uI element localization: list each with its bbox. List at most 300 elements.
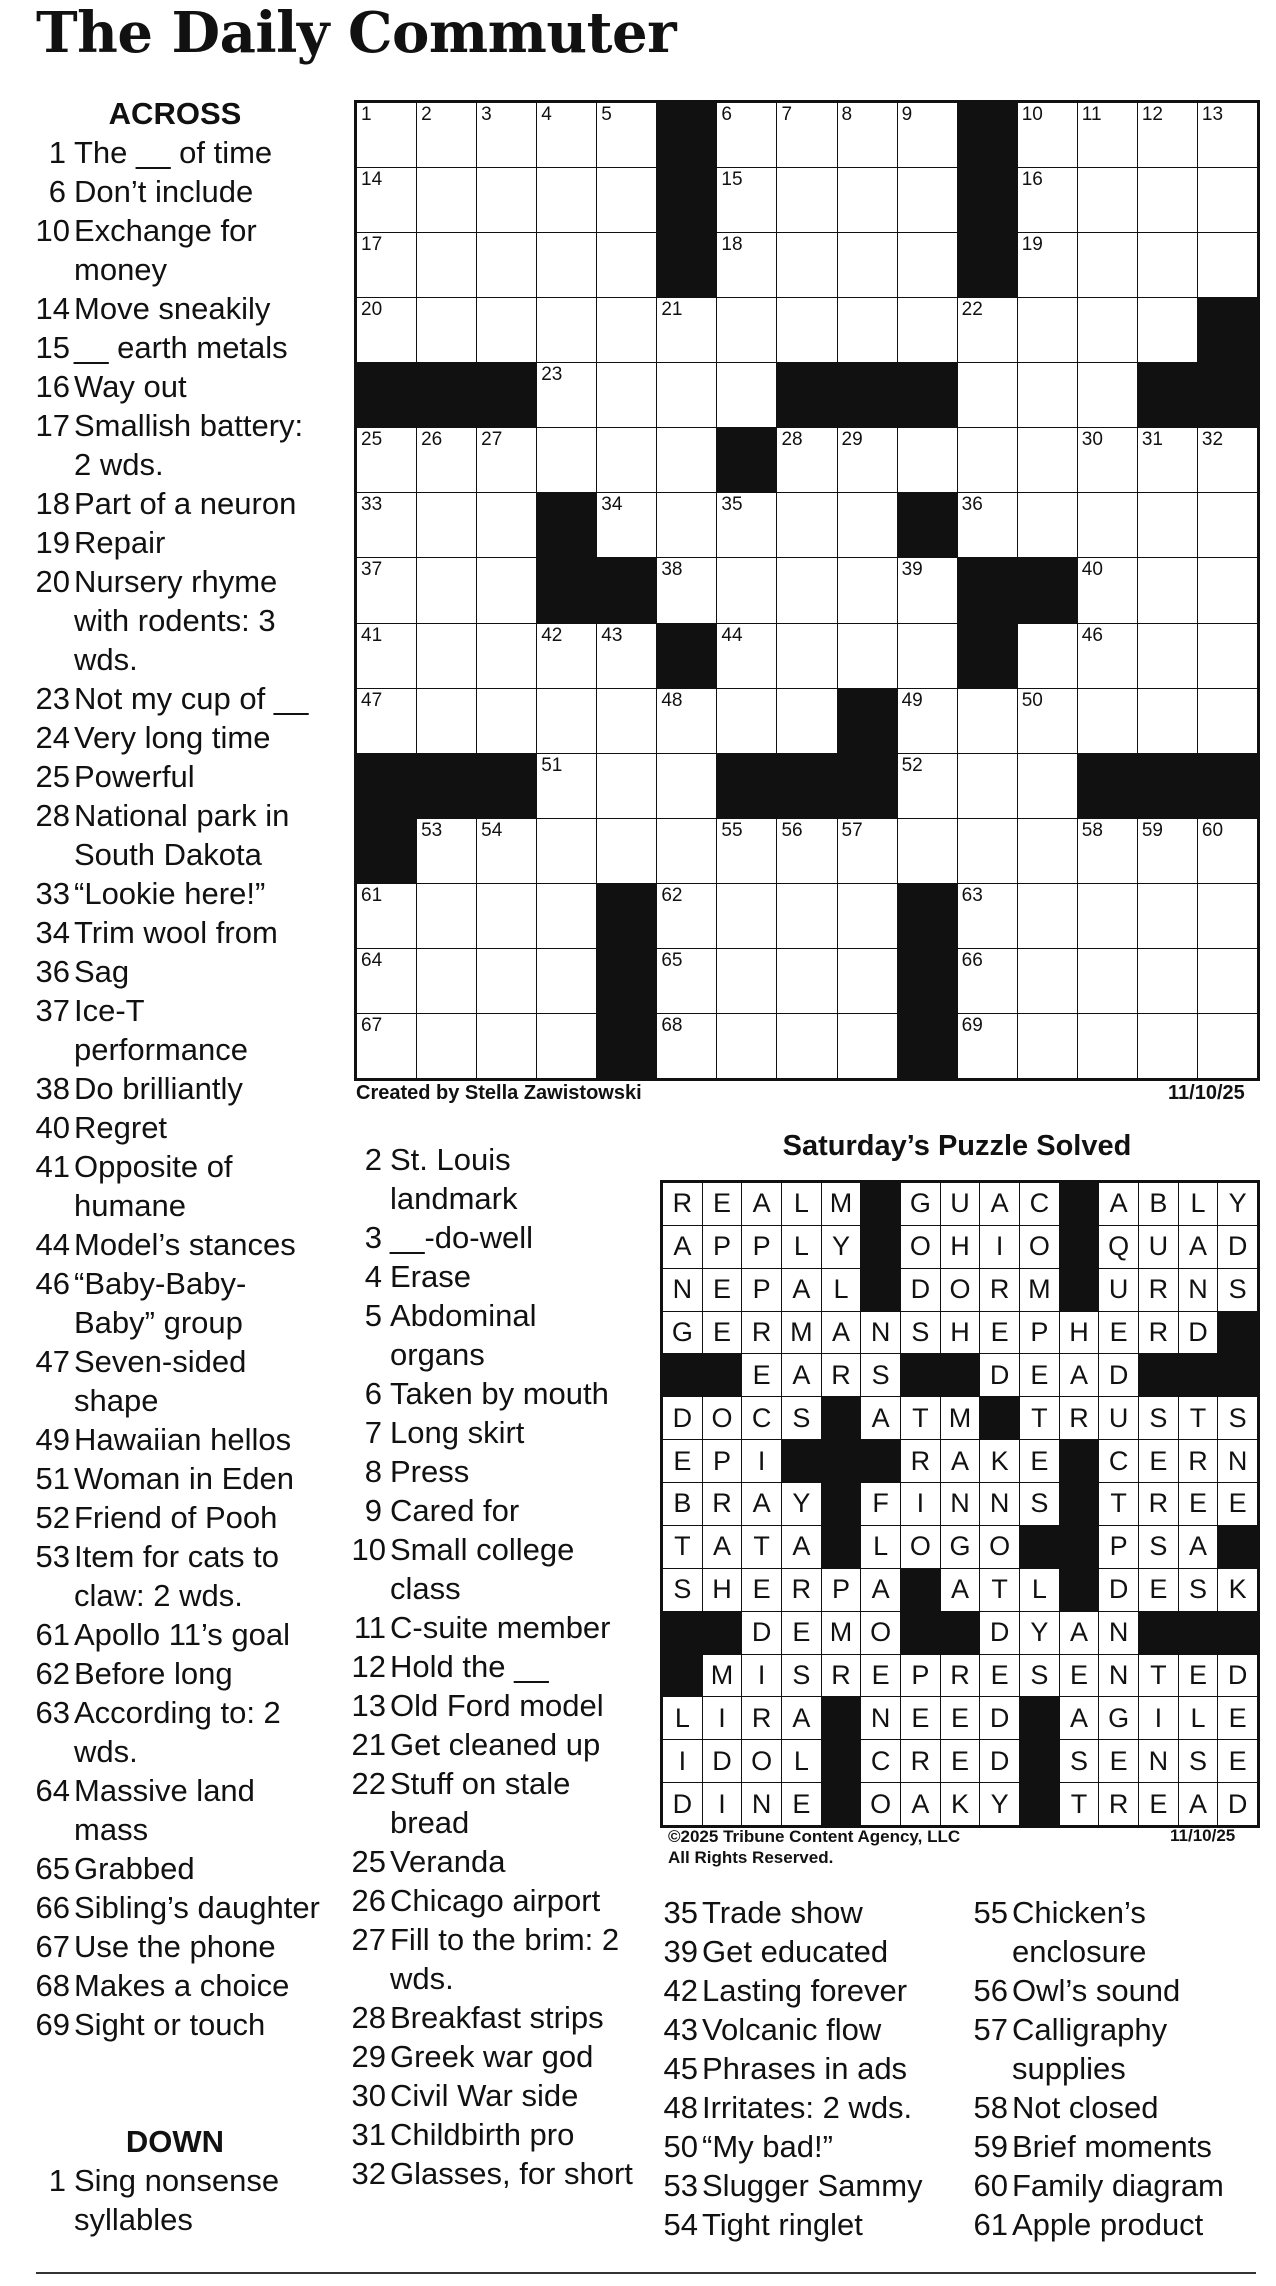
grid-square[interactable] <box>958 689 1017 753</box>
grid-square[interactable] <box>898 819 957 883</box>
crossword-grid[interactable] <box>354 100 1260 1081</box>
clue-item[interactable] <box>346 2037 636 2076</box>
clue-item[interactable] <box>30 1342 320 1420</box>
grid-square[interactable] <box>477 624 536 688</box>
solution-letter: E <box>1179 1483 1218 1525</box>
clue-item[interactable] <box>346 1374 636 1413</box>
clue-item[interactable] <box>346 1725 636 1764</box>
grid-square[interactable] <box>357 624 416 688</box>
grid-square[interactable] <box>597 168 656 232</box>
solution-letter: A <box>703 1526 742 1568</box>
grid-square[interactable] <box>537 363 596 427</box>
grid-square[interactable] <box>477 168 536 232</box>
grid-square[interactable] <box>838 103 897 167</box>
grid-square[interactable] <box>357 168 416 232</box>
grid-square[interactable] <box>1198 624 1257 688</box>
clue-item[interactable] <box>346 1218 636 1257</box>
clue-item[interactable] <box>346 1881 636 1920</box>
clue-item[interactable] <box>30 679 320 718</box>
grid-square[interactable] <box>1078 233 1137 297</box>
clue-item[interactable] <box>30 1654 320 1693</box>
clue-text: “Baby-Baby-Baby” group <box>74 1266 247 1340</box>
grid-square[interactable] <box>777 689 836 753</box>
grid-square[interactable] <box>1138 168 1197 232</box>
grid-square[interactable] <box>1138 103 1197 167</box>
grid-square[interactable] <box>537 168 596 232</box>
clue-item[interactable] <box>346 1140 636 1218</box>
clue-item[interactable] <box>30 718 320 757</box>
clue-item[interactable] <box>346 1998 636 2037</box>
clue-item[interactable] <box>968 2166 1268 2205</box>
grid-square[interactable] <box>1018 624 1077 688</box>
solution-black-square <box>703 1354 742 1396</box>
square-number: 29 <box>841 429 863 451</box>
black-square <box>357 754 416 818</box>
grid-square[interactable] <box>537 1014 596 1078</box>
grid-square[interactable] <box>537 884 596 948</box>
grid-square[interactable] <box>417 624 476 688</box>
grid-square[interactable] <box>597 103 656 167</box>
grid-square[interactable] <box>1078 493 1137 557</box>
grid-square[interactable] <box>657 884 716 948</box>
grid-square[interactable] <box>898 103 957 167</box>
solution-black-square <box>901 1612 940 1654</box>
grid-square[interactable] <box>838 884 897 948</box>
grid-square[interactable] <box>1078 884 1137 948</box>
grid-square[interactable] <box>657 428 716 492</box>
grid-square[interactable] <box>357 298 416 362</box>
grid-square[interactable] <box>357 949 416 1013</box>
grid-square[interactable] <box>958 298 1017 362</box>
grid-square[interactable] <box>1198 103 1257 167</box>
grid-square[interactable] <box>477 1014 536 1078</box>
clue-item[interactable] <box>346 1530 636 1608</box>
solution-black-square <box>1139 1354 1178 1396</box>
grid-square[interactable] <box>898 754 957 818</box>
grid-square[interactable] <box>958 884 1017 948</box>
clue-item[interactable] <box>658 2205 958 2244</box>
grid-square[interactable] <box>657 754 716 818</box>
grid-square[interactable] <box>1198 689 1257 753</box>
grid-square[interactable] <box>657 558 716 622</box>
clue-item[interactable] <box>30 796 320 874</box>
clue-item[interactable] <box>346 1296 636 1374</box>
grid-square[interactable] <box>1138 1014 1197 1078</box>
clue-item[interactable] <box>968 1971 1268 2010</box>
grid-square[interactable] <box>417 819 476 883</box>
clue-item[interactable] <box>968 2205 1268 2244</box>
solution-black-square <box>1020 1526 1059 1568</box>
grid-square[interactable] <box>417 103 476 167</box>
grid-square[interactable] <box>898 168 957 232</box>
grid-square[interactable] <box>717 298 776 362</box>
grid-square[interactable] <box>1018 168 1077 232</box>
grid-square[interactable] <box>417 558 476 622</box>
clue-item[interactable] <box>30 523 320 562</box>
grid-square[interactable] <box>958 949 1017 1013</box>
grid-square[interactable] <box>1078 624 1137 688</box>
grid-square[interactable] <box>838 558 897 622</box>
grid-square[interactable] <box>657 493 716 557</box>
grid-square[interactable] <box>1138 428 1197 492</box>
clue-text: Smallish battery: 2 wds. <box>74 408 304 482</box>
clue-item[interactable] <box>658 1932 958 1971</box>
clue-item[interactable] <box>30 1459 320 1498</box>
grid-square[interactable] <box>838 1014 897 1078</box>
solution-letter: H <box>941 1312 980 1354</box>
grid-square[interactable] <box>777 168 836 232</box>
clue-number: 9 <box>364 1493 382 1528</box>
grid-square[interactable] <box>717 624 776 688</box>
grid-square[interactable] <box>597 363 656 427</box>
grid-square[interactable] <box>898 298 957 362</box>
grid-square[interactable] <box>1018 819 1077 883</box>
grid-square[interactable] <box>838 298 897 362</box>
grid-square[interactable] <box>417 884 476 948</box>
grid-square[interactable] <box>1198 884 1257 948</box>
clue-item[interactable] <box>968 2127 1268 2166</box>
grid-square[interactable] <box>1198 168 1257 232</box>
clue-item[interactable] <box>346 1452 636 1491</box>
grid-square[interactable] <box>357 689 416 753</box>
grid-square[interactable] <box>717 819 776 883</box>
grid-square[interactable] <box>1138 233 1197 297</box>
clue-item[interactable] <box>30 1225 320 1264</box>
clue-item[interactable] <box>30 1147 320 1225</box>
clue-item[interactable] <box>30 1264 320 1342</box>
clue-item[interactable] <box>30 328 320 367</box>
grid-square[interactable] <box>717 884 776 948</box>
clue-item[interactable] <box>658 2010 958 2049</box>
solution-letter: A <box>1060 1612 1099 1654</box>
clue-item[interactable] <box>658 2049 958 2088</box>
grid-square[interactable] <box>717 168 776 232</box>
grid-square[interactable] <box>717 558 776 622</box>
rights-line: All Rights Reserved. <box>668 1848 834 1867</box>
clue-item[interactable] <box>346 1842 636 1881</box>
grid-square[interactable] <box>1018 428 1077 492</box>
clue-item[interactable] <box>30 289 320 328</box>
grid-square[interactable] <box>357 428 416 492</box>
clue-item[interactable] <box>30 874 320 913</box>
clue-item[interactable] <box>30 757 320 796</box>
grid-square[interactable] <box>1078 428 1137 492</box>
grid-square[interactable] <box>777 493 836 557</box>
clue-item[interactable] <box>30 1771 320 1849</box>
grid-square[interactable] <box>1018 363 1077 427</box>
grid-square[interactable] <box>777 884 836 948</box>
grid-square[interactable] <box>1078 949 1137 1013</box>
grid-square[interactable] <box>357 493 416 557</box>
grid-square[interactable] <box>717 103 776 167</box>
square-number: 1 <box>361 104 372 125</box>
grid-square[interactable] <box>417 493 476 557</box>
grid-square[interactable] <box>838 624 897 688</box>
grid-square[interactable] <box>1078 168 1137 232</box>
clue-item[interactable] <box>30 1537 320 1615</box>
solution-letter: O <box>861 1612 900 1654</box>
grid-square[interactable] <box>777 624 836 688</box>
grid-square[interactable] <box>958 1014 1017 1078</box>
grid-square[interactable] <box>777 103 836 167</box>
grid-square[interactable] <box>657 819 716 883</box>
clue-item[interactable] <box>658 2088 958 2127</box>
clue-text: Sight or touch <box>74 2007 266 2042</box>
grid-square[interactable] <box>838 819 897 883</box>
clue-number: 38 <box>35 1071 70 1106</box>
grid-square[interactable] <box>597 689 656 753</box>
grid-square[interactable] <box>958 819 1017 883</box>
grid-square[interactable] <box>417 168 476 232</box>
grid-square[interactable] <box>717 689 776 753</box>
clue-text: Chicken’s enclosure <box>1012 1895 1147 1969</box>
grid-square[interactable] <box>898 428 957 492</box>
grid-square[interactable] <box>417 428 476 492</box>
grid-square[interactable] <box>1018 949 1077 1013</box>
square-number: 63 <box>961 884 983 906</box>
clue-item[interactable] <box>30 1888 320 1927</box>
grid-square[interactable] <box>537 819 596 883</box>
grid-square[interactable] <box>1018 1014 1077 1078</box>
solution-letter: N <box>1179 1269 1218 1311</box>
clue-item[interactable] <box>30 952 320 991</box>
grid-square[interactable] <box>357 103 416 167</box>
clue-item[interactable] <box>30 133 320 172</box>
clue-item[interactable] <box>658 2127 958 2166</box>
grid-square[interactable] <box>657 949 716 1013</box>
solution-letter: E <box>1139 1569 1178 1611</box>
grid-square[interactable] <box>657 363 716 427</box>
clue-item[interactable] <box>346 1686 636 1725</box>
clue-text: Makes a choice <box>74 1968 290 2003</box>
grid-square[interactable] <box>477 493 536 557</box>
grid-square[interactable] <box>1018 493 1077 557</box>
grid-square[interactable] <box>597 754 656 818</box>
clue-item[interactable] <box>346 1257 636 1296</box>
grid-square[interactable] <box>417 233 476 297</box>
grid-square[interactable] <box>1078 103 1137 167</box>
grid-square[interactable] <box>777 428 836 492</box>
grid-square[interactable] <box>717 363 776 427</box>
clue-item[interactable] <box>30 1420 320 1459</box>
clue-item[interactable] <box>30 1966 320 2005</box>
solution-letter: P <box>901 1655 940 1697</box>
grid-square[interactable] <box>1018 298 1077 362</box>
grid-square[interactable] <box>537 233 596 297</box>
grid-square[interactable] <box>477 949 536 1013</box>
grid-square[interactable] <box>1018 233 1077 297</box>
grid-square[interactable] <box>597 493 656 557</box>
clue-item[interactable] <box>30 1069 320 1108</box>
grid-square[interactable] <box>777 949 836 1013</box>
black-square <box>537 558 596 622</box>
grid-square[interactable] <box>1078 558 1137 622</box>
grid-square[interactable] <box>1198 819 1257 883</box>
grid-square[interactable] <box>1138 493 1197 557</box>
solution-letter: D <box>1218 1783 1257 1825</box>
grid-square[interactable] <box>1198 233 1257 297</box>
grid-square[interactable] <box>1198 949 1257 1013</box>
clue-item[interactable] <box>30 1108 320 1147</box>
grid-square[interactable] <box>898 558 957 622</box>
solution-black-square <box>822 1526 861 1568</box>
grid-square[interactable] <box>958 428 1017 492</box>
clue-number: 28 <box>35 798 70 833</box>
clue-item[interactable] <box>346 2115 636 2154</box>
grid-square[interactable] <box>417 1014 476 1078</box>
grid-square[interactable] <box>537 624 596 688</box>
clue-item[interactable] <box>346 2154 636 2193</box>
grid-square[interactable] <box>477 298 536 362</box>
clue-item[interactable] <box>30 991 320 1069</box>
grid-square[interactable] <box>477 233 536 297</box>
grid-square[interactable] <box>777 819 836 883</box>
grid-square[interactable] <box>838 168 897 232</box>
grid-square[interactable] <box>657 689 716 753</box>
clue-item[interactable] <box>658 2166 958 2205</box>
grid-square[interactable] <box>717 1014 776 1078</box>
solution-letter: L <box>782 1226 821 1268</box>
grid-square[interactable] <box>357 558 416 622</box>
clue-item[interactable] <box>30 172 320 211</box>
grid-square[interactable] <box>417 949 476 1013</box>
grid-square[interactable] <box>417 298 476 362</box>
grid-square[interactable] <box>717 949 776 1013</box>
grid-square[interactable] <box>1078 1014 1137 1078</box>
grid-square[interactable] <box>1138 884 1197 948</box>
clue-item[interactable] <box>30 2161 320 2239</box>
clue-item[interactable] <box>346 1764 636 1842</box>
grid-square[interactable] <box>1198 558 1257 622</box>
grid-square[interactable] <box>1138 819 1197 883</box>
grid-square[interactable] <box>1018 689 1077 753</box>
grid-square[interactable] <box>657 1014 716 1078</box>
clue-item[interactable] <box>30 367 320 406</box>
grid-square[interactable] <box>357 233 416 297</box>
clue-item[interactable] <box>658 1971 958 2010</box>
grid-square[interactable] <box>838 233 897 297</box>
grid-square[interactable] <box>537 428 596 492</box>
grid-square[interactable] <box>597 624 656 688</box>
clue-item[interactable] <box>30 1615 320 1654</box>
clue-number: 44 <box>35 1227 70 1262</box>
clue-item[interactable] <box>30 1693 320 1771</box>
down-clue-list-2 <box>346 1140 636 2193</box>
clue-item[interactable] <box>30 1927 320 1966</box>
clue-item[interactable] <box>30 1849 320 1888</box>
grid-square[interactable] <box>1138 949 1197 1013</box>
grid-square[interactable] <box>1018 884 1077 948</box>
grid-square[interactable] <box>717 233 776 297</box>
clue-item[interactable] <box>30 562 320 679</box>
grid-square[interactable] <box>958 363 1017 427</box>
clue-item[interactable] <box>346 1491 636 1530</box>
grid-square[interactable] <box>838 949 897 1013</box>
grid-square[interactable] <box>777 558 836 622</box>
grid-square[interactable] <box>1198 493 1257 557</box>
clue-item[interactable] <box>30 406 320 484</box>
grid-square[interactable] <box>1198 1014 1257 1078</box>
clue-item[interactable] <box>346 1920 636 1998</box>
grid-square[interactable] <box>597 428 656 492</box>
clue-item[interactable] <box>658 1893 958 1932</box>
grid-square[interactable] <box>958 493 1017 557</box>
square-number: 39 <box>901 559 923 581</box>
clue-item[interactable] <box>30 1498 320 1537</box>
clue-item[interactable] <box>968 1893 1268 1971</box>
grid-square[interactable] <box>898 233 957 297</box>
solution-black-square <box>980 1397 1019 1439</box>
grid-square[interactable] <box>958 754 1017 818</box>
clue-item[interactable] <box>30 211 320 289</box>
grid-square[interactable] <box>657 298 716 362</box>
grid-square[interactable] <box>1078 298 1137 362</box>
grid-square[interactable] <box>777 1014 836 1078</box>
grid-square[interactable] <box>477 428 536 492</box>
grid-square[interactable] <box>537 298 596 362</box>
grid-square[interactable] <box>537 103 596 167</box>
clue-item[interactable] <box>346 1647 636 1686</box>
grid-square[interactable] <box>1138 558 1197 622</box>
grid-square[interactable] <box>1078 689 1137 753</box>
grid-square[interactable] <box>597 819 656 883</box>
clue-item[interactable] <box>968 2088 1268 2127</box>
grid-square[interactable] <box>1198 428 1257 492</box>
clue-item[interactable] <box>346 1608 636 1647</box>
solution-letter: O <box>861 1783 900 1825</box>
grid-square[interactable] <box>1018 103 1077 167</box>
grid-square[interactable] <box>477 103 536 167</box>
clue-item[interactable] <box>30 2005 320 2044</box>
grid-square[interactable] <box>417 689 476 753</box>
solution-letter: E <box>703 1269 742 1311</box>
grid-square[interactable] <box>1138 624 1197 688</box>
grid-square[interactable] <box>1018 754 1077 818</box>
grid-square[interactable] <box>357 884 416 948</box>
grid-square[interactable] <box>1078 819 1137 883</box>
grid-square[interactable] <box>777 298 836 362</box>
grid-square[interactable] <box>477 689 536 753</box>
clue-item[interactable] <box>30 484 320 523</box>
grid-square[interactable] <box>597 298 656 362</box>
grid-square[interactable] <box>838 493 897 557</box>
grid-square[interactable] <box>537 949 596 1013</box>
grid-square[interactable] <box>1138 298 1197 362</box>
clue-item[interactable] <box>968 2010 1268 2088</box>
black-square <box>1138 363 1197 427</box>
grid-square[interactable] <box>1138 689 1197 753</box>
grid-square[interactable] <box>597 233 656 297</box>
grid-square[interactable] <box>537 754 596 818</box>
grid-square[interactable] <box>1078 363 1137 427</box>
grid-square[interactable] <box>898 624 957 688</box>
grid-square[interactable] <box>838 428 897 492</box>
grid-square[interactable] <box>477 819 536 883</box>
clue-item[interactable] <box>30 913 320 952</box>
grid-square[interactable] <box>777 233 836 297</box>
clue-item[interactable] <box>346 2076 636 2115</box>
grid-square[interactable] <box>717 493 776 557</box>
copyright-notice <box>668 1826 960 1868</box>
grid-square[interactable] <box>477 558 536 622</box>
clue-item[interactable] <box>346 1413 636 1452</box>
clue-text: Childbirth pro <box>390 2117 575 2152</box>
grid-square[interactable] <box>898 689 957 753</box>
grid-square[interactable] <box>537 689 596 753</box>
solution-letter: E <box>941 1697 980 1739</box>
grid-square[interactable] <box>357 1014 416 1078</box>
grid-square[interactable] <box>477 884 536 948</box>
